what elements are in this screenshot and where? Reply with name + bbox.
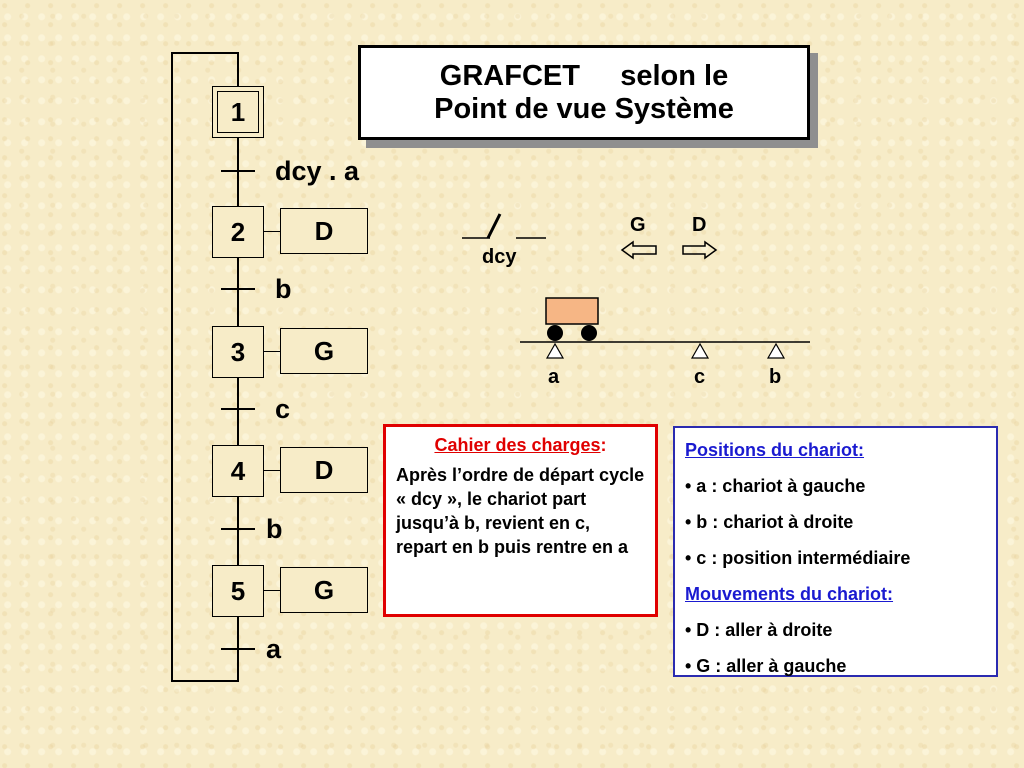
legend-item: • c : position intermédiaire bbox=[685, 548, 911, 568]
legend-item: • b : chariot à droite bbox=[685, 512, 854, 532]
legend-item: • G : aller à gauche bbox=[685, 656, 847, 676]
step-number: 4 bbox=[230, 455, 246, 486]
action-box-5 bbox=[280, 567, 368, 613]
step-4 bbox=[212, 445, 264, 497]
transition-bar-5 bbox=[221, 648, 255, 650]
loop-bottom-line bbox=[171, 680, 239, 682]
cart-wheel-icon bbox=[547, 325, 563, 341]
position-label-b: b bbox=[769, 366, 782, 388]
action-box-2 bbox=[280, 208, 368, 254]
step-2 bbox=[212, 206, 264, 258]
action-link bbox=[264, 470, 280, 471]
position-label-c: c bbox=[694, 366, 706, 388]
title-box bbox=[358, 45, 810, 140]
transition-condition-3: c bbox=[275, 394, 291, 424]
transition-condition-5: a bbox=[266, 634, 282, 664]
specifications-heading-text: Cahier des charges bbox=[434, 435, 601, 455]
legend-item: • a : chariot à gauche bbox=[685, 476, 866, 496]
step-number: 1 bbox=[230, 96, 246, 127]
title-line-2: Point de vue Système bbox=[434, 92, 734, 125]
sensor-b-icon bbox=[768, 344, 784, 358]
step-1 bbox=[212, 86, 264, 138]
legend-item: • D : aller à droite bbox=[685, 620, 833, 640]
title-line-1: GRAFCET selon le bbox=[439, 59, 729, 92]
action-box-3 bbox=[280, 328, 368, 374]
transition-bar-1 bbox=[221, 170, 255, 172]
dcy-switch-icon bbox=[462, 214, 546, 238]
action-link bbox=[264, 231, 280, 232]
cart-wheel-icon bbox=[581, 325, 597, 341]
position-label-a: a bbox=[548, 366, 560, 388]
transition-bar-4 bbox=[221, 528, 255, 530]
specifications-heading bbox=[396, 433, 645, 457]
sensor-c-icon bbox=[692, 344, 708, 358]
specifications-text: Après l’ordre de départ cycle « dcy », le chariot part jusqu’à b, revient en c, repart en b puis rentre en a bbox=[396, 465, 645, 557]
specifications-heading-colon: : bbox=[600, 435, 607, 455]
transition-condition-1: dcy . a bbox=[275, 156, 360, 186]
sensor-a-icon bbox=[547, 344, 563, 358]
arrow-right-icon bbox=[683, 242, 716, 258]
transition-condition-4: b bbox=[266, 514, 283, 544]
transition-bar-2 bbox=[221, 288, 255, 290]
action-label: D bbox=[314, 215, 334, 246]
moves-heading: Mouvements du chariot: bbox=[685, 584, 894, 604]
specifications-box bbox=[383, 424, 658, 617]
transition-condition-2: b bbox=[275, 274, 292, 304]
action-label: G bbox=[313, 574, 335, 605]
arrow-g-label: G bbox=[630, 214, 646, 236]
action-box-4 bbox=[280, 447, 368, 493]
arrow-left-icon bbox=[622, 242, 656, 258]
action-link bbox=[264, 351, 280, 352]
loop-top-line bbox=[171, 52, 239, 54]
action-label: D bbox=[314, 454, 334, 485]
step-5 bbox=[212, 565, 264, 617]
transition-bar-3 bbox=[221, 408, 255, 410]
legend-box bbox=[673, 426, 998, 677]
step-number: 2 bbox=[230, 216, 246, 247]
loop-left-line bbox=[171, 52, 173, 682]
action-link bbox=[264, 590, 280, 591]
dcy-label: dcy bbox=[482, 246, 517, 268]
step-number: 3 bbox=[230, 336, 246, 367]
cart-body-icon bbox=[546, 298, 598, 324]
step-3 bbox=[212, 326, 264, 378]
arrow-d-label: D bbox=[692, 214, 707, 236]
step-number: 5 bbox=[230, 575, 246, 606]
positions-heading: Positions du chariot: bbox=[685, 440, 865, 460]
action-label: G bbox=[313, 335, 335, 366]
